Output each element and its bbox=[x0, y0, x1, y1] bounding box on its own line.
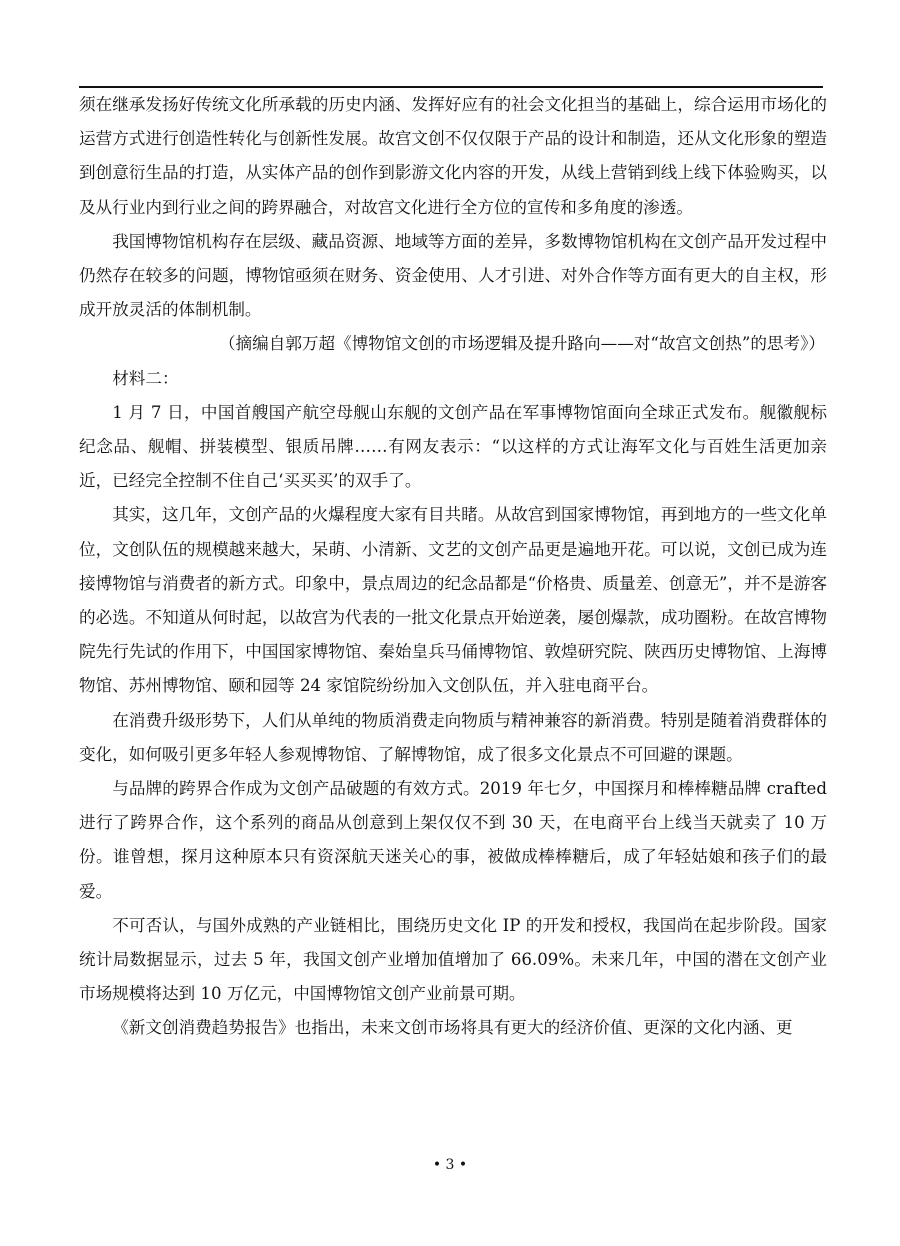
source-citation: （摘编自郭万超《博物馆文创的市场逻辑及提升路向——对“故宫文创热”的思考》） bbox=[218, 334, 825, 354]
document-body bbox=[79, 88, 827, 1046]
paragraph: 其实，这几年，文创产品的火爆程度大家有目共睹。从故宫到国家博物馆，再到地方的一些文化单位，文创队伍的规模越来越大，呆萌、小清新、文艺的文创产品更是遍地开花。可以说，文创已成为连接博物馆与消费者的新方式。印象中，景点周边的纪念品都是“价格贵、质量差、创意无”，并不是游客的必选。不知道从何时起，以故宫为代表的一批文化景点开始逆袭，屡创爆款，成功圈粉。在故宫博物院先行先试的作用下，中国国家博物馆、秦始皇兵马俑博物馆、敦煌研究院、陕西历史博物馆、上海博物馆、苏州博物馆、颐和园等 24 家馆院纷纷加入文创队伍，并入驻电商平台。 bbox=[79, 505, 827, 696]
paragraph: 我国博物馆机构存在层级、藏品资源、地域等方面的差异，多数博物馆机构在文创产品开发过程中仍然存在较多的问题，博物馆亟须在财务、资金使用、人才引进、对外合作等方面有更大的自主权，形成开放灵活的体制机制。 bbox=[79, 231, 827, 320]
paragraph: 在消费升级形势下，人们从单纯的物质消费走向物质与精神兼容的新消费。特别是随着消费群体的变化，如何吸引更多年轻人参观博物馆、了解博物馆，成了很多文化景点不可回避的课题。 bbox=[79, 710, 827, 764]
page-number: • 3 • bbox=[432, 1157, 468, 1173]
paragraph: 1 月 7 日，中国首艘国产航空母舰山东舰的文创产品在军事博物馆面向全球正式发布。舰徽舰标纪念品、舰帽、拼装模型、银质吊牌……有网友表示：“以这样的方式让海军文化与百姓生活更加亲近，已经完全控制不住自己‘买买买’的双手了。 bbox=[79, 402, 827, 491]
paragraph: 与品牌的跨界合作成为文创产品破题的有效方式。2019 年七夕，中国探月和棒棒糖品牌 crafted 进行了跨界合作，这个系列的商品从创意到上架仅仅不到 30 天，在电商平台上线当天就卖了 10 万份。谁曾想，探月这种原本只有资深航天迷关心的事，被做成棒棒糖后，成了年轻姑娘和孩子们的最爱。 bbox=[79, 779, 827, 901]
paragraph-truncated: 《新文创消费趋势报告》也指出，未来文创市场将具有更大的经济价值、更深的文化内涵、更 bbox=[112, 1018, 793, 1038]
paragraph-continued: 须在继承发扬好传统文化所承载的历史内涵、发挥好应有的社会文化担当的基础上，综合运用市场化的运营方式进行创造性转化与创新性发展。故宫文创不仅仅限于产品的设计和制造，还从文化形象的塑造到创意衍生品的打造，从实体产品的创作到影游文化内容的开发，从线上营销到线上线下体验购买，以及从行业内到行业之间的跨界融合，对故宫文化进行全方位的宣传和多角度的渗透。 bbox=[79, 95, 827, 217]
material-label: 材料二： bbox=[112, 368, 179, 388]
paragraph: 不可否认，与国外成熟的产业链相比，围绕历史文化 IP 的开发和授权，我国尚在起步阶段。国家统计局数据显示，过去 5 年，我国文创产业增加值增加了 66.09%。未来几年，中国的潜在文创产业市场规模将达到 10 万亿元，中国博物馆文创产业前景可期。 bbox=[79, 915, 827, 1004]
